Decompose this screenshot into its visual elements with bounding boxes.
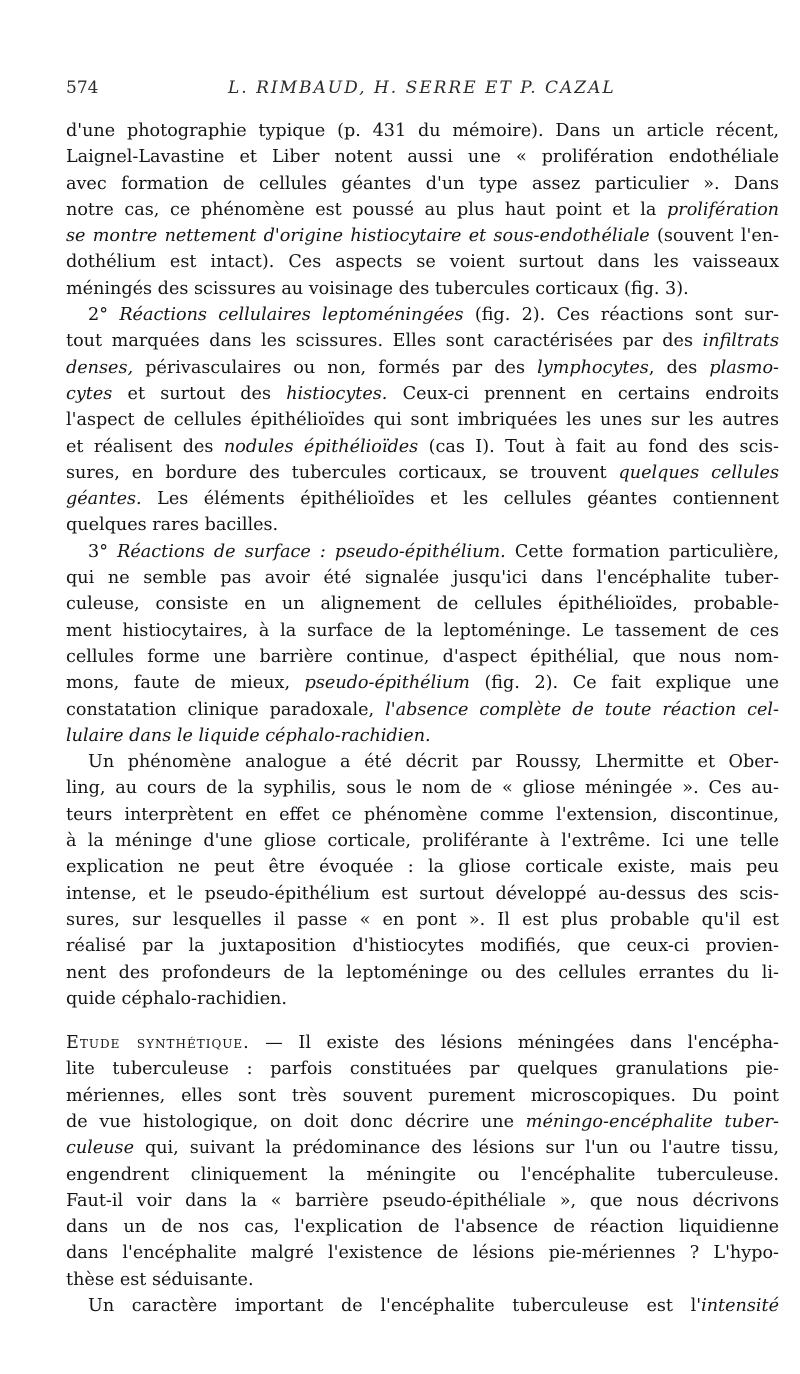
text-line: réalisé par la juxtaposition d'histiocytes modifiés, que ceux-ci provien- xyxy=(66,936,779,957)
text-line: engendrent cliniquement la méningite ou l'encéphalite tuberculeuse. xyxy=(66,1164,779,1185)
page-number: 574 xyxy=(66,78,99,98)
text-line: constatation clinique paradoxale, l'absence complète de toute réaction cel- xyxy=(66,699,779,720)
text-line: d'une photographie typique (p. 431 du mémoire). Dans un article récent, xyxy=(66,121,779,141)
text-line: sures, sur lesquelles il passe « en pont ». Il est plus probable qu'il est xyxy=(66,909,779,930)
text-line: méningés des scissures au voisinage des tubercules corticaux (fig. 3). xyxy=(66,278,689,299)
page-header xyxy=(66,78,766,102)
text-line: intense, et le pseudo-épithélium est surtout développé au-dessus des scis- xyxy=(66,883,779,904)
text-line: Un phénomène analogue a été décrit par Roussy, Lhermitte et Ober- xyxy=(88,752,779,773)
section-gap xyxy=(66,1012,779,1030)
text-line: tout marquées dans les scissures. Elles sont caractérisées par des infiltrats xyxy=(66,331,779,352)
text-line: notre cas, ce phénomène est poussé au plus haut point et la prolifération xyxy=(66,199,779,220)
text-line: thèse est séduisante. xyxy=(66,1269,254,1290)
text-line: Etude synthétique. — Il existe des lésions méningées dans l'encépha- xyxy=(66,1033,779,1054)
text-line: Laignel-Lavastine et Liber notent aussi une « prolifération endothéliale xyxy=(66,147,779,168)
text-line: ling, au cours de la syphilis, sous le nom de « gliose méningée ». Ces au- xyxy=(66,778,779,799)
section-heading: Etude synthétique. xyxy=(66,1033,250,1054)
text-line: explication ne peut être évoquée : la gliose corticale existe, mais peu xyxy=(66,857,779,878)
text-line: quide céphalo-rachidien. xyxy=(66,988,287,1009)
text-line: lulaire dans le liquide céphalo-rachidien. xyxy=(66,725,431,746)
text-line: culeuse, consiste en un alignement de cellules épithélioïdes, probable- xyxy=(66,594,779,615)
text-line: qui ne semble pas avoir été signalée jusqu'ici dans l'encéphalite tuber- xyxy=(66,568,779,589)
text-line: de vue histologique, on doit donc décrire une méningo-encéphalite tuber- xyxy=(66,1111,779,1132)
text-line: quelques rares bacilles. xyxy=(66,515,279,536)
text-line: Faut-il voir dans la « barrière pseudo-épithéliale », que nous décrivons xyxy=(66,1190,779,1211)
text-line: géantes. Les éléments épithélioïdes et les cellules géantes contiennent xyxy=(66,489,779,510)
text-line: dans l'encéphalite malgré l'existence de lésions pie-mériennes ? L'hypo- xyxy=(66,1243,779,1264)
text-line: lite tuberculeuse : parfois constituées par quelques granulations pie- xyxy=(66,1059,779,1080)
text-line: ment histiocytaires, à la surface de la leptoméninge. Le tassement de ces xyxy=(66,620,779,641)
running-title: L. RIMBAUD, H. SERRE ET P. CAZAL xyxy=(228,78,616,98)
text-line: se montre nettement d'origine histiocytaire et sous-endothéliale (souvent l'en- xyxy=(66,226,780,247)
text-line: 3° Réactions de surface : pseudo-épithélium. Cette formation particulière, xyxy=(88,541,779,562)
text-line: et réalisent des nodules épithélioïdes (cas I). Tout à fait au fond des scis- xyxy=(66,436,779,457)
text-line: culeuse qui, suivant la prédominance des lésions sur l'un ou l'autre tissu, xyxy=(66,1138,779,1159)
text-line: à la méninge d'une gliose corticale, proliférante à l'extrême. Ici une telle xyxy=(66,831,779,852)
text-line: cytes et surtout des histiocytes. Ceux-ci prennent en certains endroits xyxy=(66,383,780,404)
text-line: mériennes, elles sont très souvent purement microscopiques. Du point xyxy=(66,1085,779,1106)
body-text xyxy=(66,118,779,1319)
text-line: Un caractère important de l'encéphalite tuberculeuse est l'intensité xyxy=(88,1296,779,1317)
text-line: mons, faute de mieux, pseudo-épithélium (fig. 2). Ce fait explique une xyxy=(66,673,779,694)
text-line: teurs interprètent en effet ce phénomène comme l'extension, discontinue, xyxy=(66,804,779,825)
text-line: dothélium est intact). Ces aspects se voient surtout dans les vaisseaux xyxy=(66,252,779,273)
text-line: dans un de nos cas, l'explication de l'absence de réaction liquidienne xyxy=(66,1217,779,1238)
text-line: cellules forme une barrière continue, d'aspect épithélial, que nous nom- xyxy=(66,646,779,667)
text-line: sures, en bordure des tubercules corticaux, se trouvent quelques cellules xyxy=(66,462,780,483)
text-line: 2° Réactions cellulaires leptoméningées (fig. 2). Ces réactions sont sur- xyxy=(88,305,779,326)
text-line: nent des profondeurs de la leptoméninge ou des cellules errantes du li- xyxy=(66,962,779,983)
text-line: denses, périvasculaires ou non, formés par des lymphocytes, des plasmo- xyxy=(66,357,780,378)
text-line: avec formation de cellules géantes d'un type assez particulier ». Dans xyxy=(66,173,779,194)
text-line: l'aspect de cellules épithélioïdes qui sont imbriquées les unes sur les autres xyxy=(66,410,779,431)
